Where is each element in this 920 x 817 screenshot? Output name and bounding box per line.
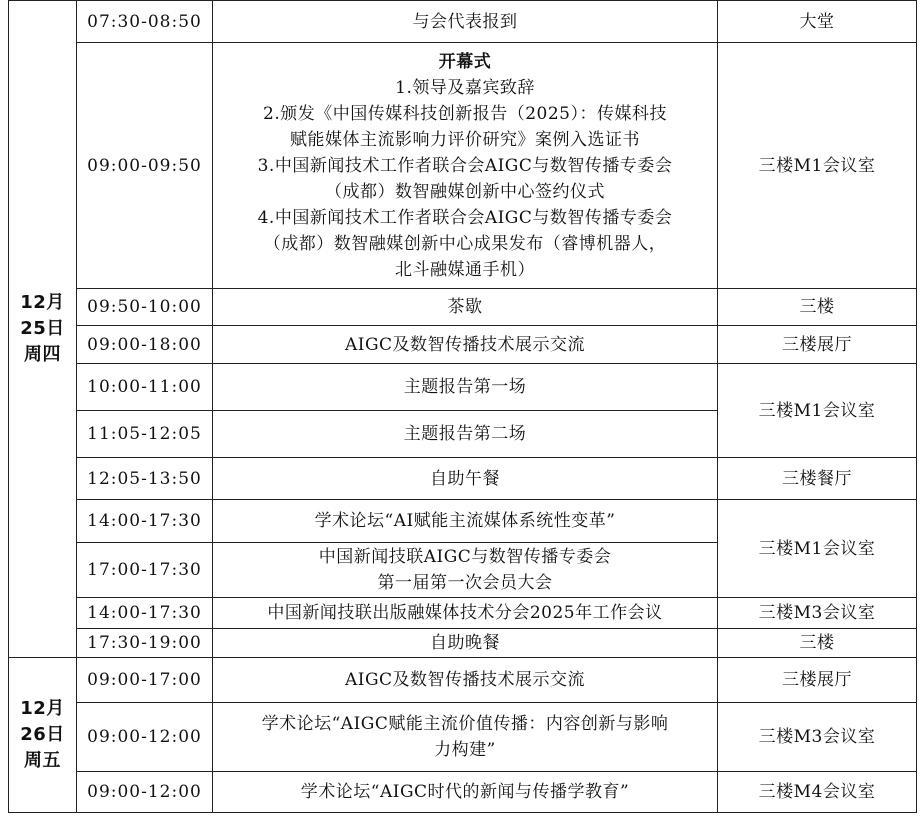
event-text: 主题报告第一场 <box>403 377 527 397</box>
time-cell: 17:00-17:30 <box>77 543 213 598</box>
event-cell <box>213 772 718 813</box>
event-text: 主题报告第二场 <box>403 424 527 444</box>
venue-cell: 三楼M4会议室 <box>718 772 917 813</box>
table-row <box>9 598 917 629</box>
event-text: 4.中国新闻技术工作者联合会AIGC与数智传播专委会 <box>257 207 673 228</box>
event-text: 学术论坛“AIGC赋能主流价值传播：内容创新与影响 <box>261 714 669 734</box>
event-cell <box>213 500 718 543</box>
event-cell <box>213 658 718 703</box>
time-cell: 09:00-12:00 <box>77 703 213 772</box>
date-month: 12月 <box>20 698 65 719</box>
event-cell <box>213 1 718 43</box>
schedule-table <box>8 0 917 813</box>
table-row <box>9 772 917 813</box>
time-cell: 10:00-11:00 <box>77 364 213 411</box>
event-cell <box>213 364 718 411</box>
venue-cell: 三楼M1会议室 <box>718 364 917 458</box>
time-cell: 09:00-18:00 <box>77 326 213 364</box>
event-text: 自助晚餐 <box>430 633 500 653</box>
venue-cell: 三楼展厅 <box>718 326 917 364</box>
table-row <box>9 326 917 364</box>
table-row <box>9 629 917 658</box>
venue-cell: 三楼餐厅 <box>718 458 917 500</box>
event-text: 赋能媒体主流影响力评价研究》案例入选证书 <box>290 129 640 150</box>
event-text: 北斗融媒通手机） <box>395 259 535 280</box>
event-text: AIGC及数智传播技术展示交流 <box>344 670 586 690</box>
date-month: 12月 <box>20 292 65 313</box>
table-row <box>9 43 917 289</box>
event-cell <box>213 598 718 629</box>
venue-cell: 三楼 <box>718 629 917 658</box>
event-title: 开幕式 <box>438 51 492 72</box>
venue-cell: 三楼M3会议室 <box>718 703 917 772</box>
time-cell: 09:00-12:00 <box>77 772 213 813</box>
table-row <box>9 1 917 43</box>
time-cell: 12:05-13:50 <box>77 458 213 500</box>
event-cell <box>213 543 718 598</box>
date-day: 26日 <box>20 724 65 745</box>
event-text: 与会代表报到 <box>412 11 518 32</box>
event-cell <box>213 43 718 289</box>
event-text: （成都）数智融媒创新中心签约仪式 <box>325 181 605 202</box>
venue-cell: 三楼展厅 <box>718 658 917 703</box>
time-cell: 07:30-08:50 <box>77 1 213 43</box>
event-text: 2.颁发《中国传媒科技创新报告（2025）：传媒科技 <box>263 103 667 124</box>
time-cell: 09:00-09:50 <box>77 43 213 289</box>
event-text: 中国新闻技联出版融媒体技术分会2025年工作会议 <box>267 603 663 623</box>
time-cell: 11:05-12:05 <box>77 411 213 458</box>
venue-cell: 三楼 <box>718 289 917 326</box>
venue-cell: 三楼M3会议室 <box>718 598 917 629</box>
table-row <box>9 658 917 703</box>
event-text: AIGC及数智传播技术展示交流 <box>344 334 586 355</box>
event-cell <box>213 326 718 364</box>
event-text: 茶歇 <box>447 297 483 317</box>
event-cell <box>213 458 718 500</box>
date-weekday: 周五 <box>24 750 61 771</box>
event-text: 力构建” <box>434 740 496 760</box>
time-cell: 17:30-19:00 <box>77 629 213 658</box>
event-cell <box>213 703 718 772</box>
event-cell <box>213 289 718 326</box>
table-row <box>9 364 917 411</box>
time-cell: 14:00-17:30 <box>77 500 213 543</box>
venue-cell: 三楼M1会议室 <box>718 43 917 289</box>
table-row <box>9 289 917 326</box>
time-cell: 09:50-10:00 <box>77 289 213 326</box>
venue-cell: 三楼M1会议室 <box>718 500 917 598</box>
table-row <box>9 458 917 500</box>
event-cell <box>213 411 718 458</box>
event-text: 第一届第一次会员大会 <box>377 573 553 593</box>
table-row <box>9 500 917 543</box>
date-day: 25日 <box>20 318 65 339</box>
venue-cell: 大堂 <box>718 1 917 43</box>
event-text: 学术论坛“AIGC时代的新闻与传播学教育” <box>300 782 630 802</box>
time-cell: 09:00-17:00 <box>77 658 213 703</box>
event-text: 3.中国新闻技术工作者联合会AIGC与数智传播专委会 <box>257 155 673 176</box>
date-cell-day1 <box>9 1 77 658</box>
event-text: （成都）数智融媒创新中心成果发布（睿博机器人， <box>263 233 667 254</box>
event-text: 中国新闻技联AIGC与数智传播专委会 <box>318 547 612 567</box>
event-text: 自助午餐 <box>430 468 500 489</box>
date-cell-day2 <box>9 658 77 813</box>
time-cell: 14:00-17:30 <box>77 598 213 629</box>
date-weekday: 周四 <box>24 344 61 365</box>
event-text: 学术论坛“AI赋能主流媒体系统性变革” <box>314 511 616 531</box>
table-row <box>9 703 917 772</box>
event-cell <box>213 629 718 658</box>
event-text: 1.领导及嘉宾致辞 <box>395 77 535 98</box>
